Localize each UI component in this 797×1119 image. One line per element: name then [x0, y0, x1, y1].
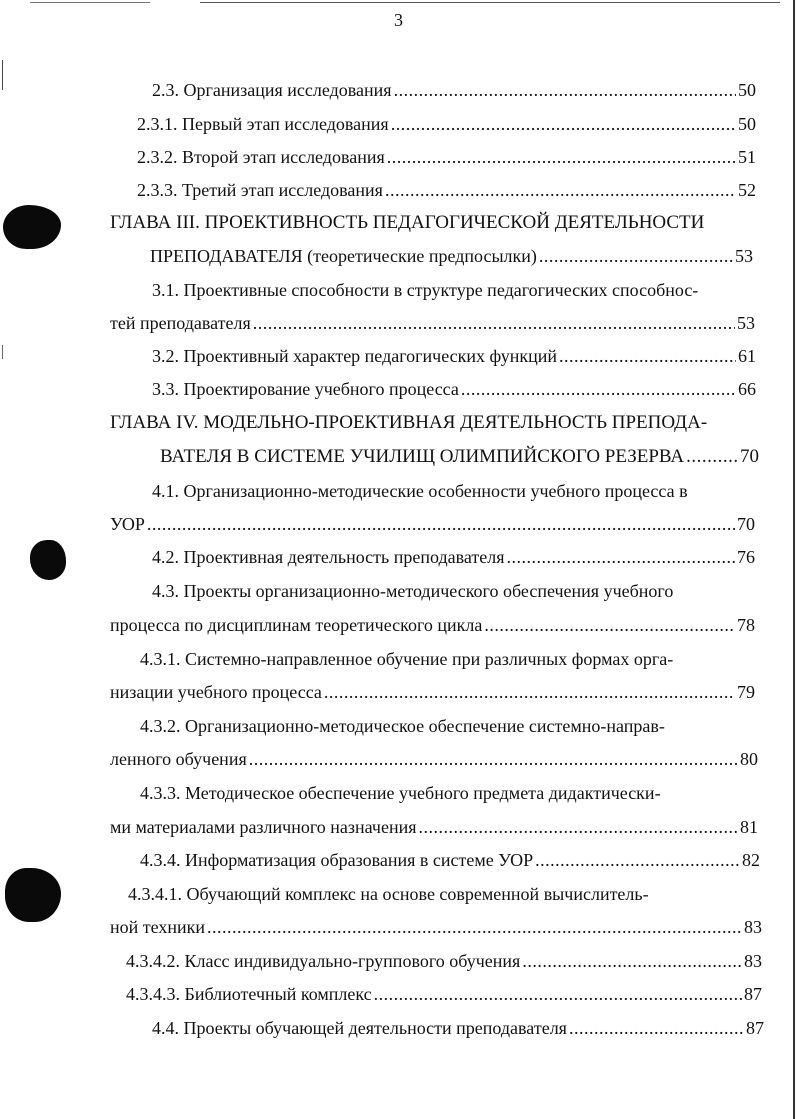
- toc-entry-4-3: [110, 614, 755, 636]
- toc-entry-title: ПРЕПОДАВАТЕЛЯ (теоретические предпосылки): [150, 246, 537, 266]
- toc-entry-title: ВАТЕЛЯ В СИСТЕМЕ УЧИЛИЩ ОЛИМПИЙСКОГО РЕЗЕРВА: [160, 446, 685, 467]
- leader-dots: [461, 378, 736, 400]
- toc-entry-title: ленного обучения: [110, 749, 247, 769]
- toc-entry-title: 4.3.4.2. Класс индивидуально-группового обучения: [126, 951, 521, 971]
- leader-dots: [535, 849, 740, 871]
- toc-entry-page: 52: [738, 180, 756, 200]
- leader-dots: [559, 345, 736, 367]
- leader-dots: [394, 79, 736, 101]
- binding-hole-top: [3, 205, 61, 249]
- toc-entry-4-3-2-line1: 4.3.2. Организационно-методическое обеспечение системно-направ-: [140, 716, 665, 736]
- leader-dots: [522, 950, 742, 972]
- page-number: 3: [394, 10, 403, 30]
- binding-hole-bottom: [5, 868, 61, 922]
- toc-entry-title: 2.3. Организация исследования: [152, 80, 392, 100]
- toc-entry-title: процесса по дисциплинам теоретического цикла: [110, 615, 483, 635]
- leader-dots: [391, 113, 736, 135]
- toc-entry-page: 61: [738, 346, 756, 366]
- toc-entry-title: 2.3.3. Третий этап исследования: [137, 180, 383, 200]
- toc-entry-page: 78: [737, 615, 755, 635]
- toc-entry-3-3: [152, 378, 756, 400]
- toc-entry-title: тей преподавателя: [110, 313, 251, 333]
- toc-entry-4-3-4-2: [126, 950, 762, 972]
- scan-edge-left: [2, 60, 3, 90]
- scan-edge-right: [793, 0, 795, 1119]
- toc-entry-title: 4.3.4.3. Библиотечный комплекс: [126, 984, 372, 1004]
- toc-entry-page: 87: [746, 1018, 764, 1038]
- toc-entry-page: 51: [738, 147, 756, 167]
- toc-entry-page: 53: [735, 246, 753, 266]
- binding-hole-middle: [30, 540, 66, 580]
- toc-entry-page: 50: [738, 80, 756, 100]
- scan-edge-top-left: [30, 2, 150, 3]
- chapter-3-heading: ГЛАВА III. ПРОЕКТИВНОСТЬ ПЕДАГОГИЧЕСКОЙ ДЕЯТЕЛЬНОСТИ: [110, 212, 705, 233]
- toc-entry-4-3-1: [110, 681, 755, 703]
- leader-dots: [324, 681, 735, 703]
- toc-entry-4-3-4-1: [110, 916, 762, 938]
- toc-entry-title: 4.2. Проективная деятельность преподавателя: [152, 547, 505, 567]
- toc-entry-page: 87: [744, 984, 762, 1004]
- toc-entry-4-3-line1: 4.3. Проекты организационно-методического обеспечения учебного: [152, 581, 674, 601]
- toc-entry-3-1-line1: 3.1. Проективные способности в структуре педагогических способнос-: [152, 280, 699, 300]
- toc-entry-page: 83: [744, 917, 762, 937]
- toc-entry-4-3-2: [110, 748, 758, 770]
- toc-entry-title: низации учебного процесса: [110, 682, 322, 702]
- toc-entry-title: УОР: [110, 514, 145, 534]
- leader-dots: [147, 513, 735, 535]
- leader-dots: [507, 546, 735, 568]
- toc-entry-title: 4.3.4. Информатизация образования в системе УОР: [140, 850, 534, 870]
- toc-entry-4-3-3-line1: 4.3.3. Методическое обеспечение учебного предмета дидактически-: [140, 783, 661, 803]
- toc-entry-title: ной техники: [110, 917, 206, 937]
- toc-entry-page: 80: [740, 749, 758, 769]
- toc-entry-title: 3.2. Проективный характер педагогических функций: [152, 346, 558, 366]
- toc-entry-page: 76: [737, 547, 755, 567]
- toc-entry-title: 4.4. Проекты обучающей деятельности преподавателя: [152, 1018, 567, 1038]
- toc-entry-2-3-3: [137, 179, 756, 201]
- toc-entry-2-3: [152, 79, 756, 101]
- leader-dots: [385, 179, 736, 201]
- toc-entry-title: 2.3.2. Второй этап исследования: [137, 147, 385, 167]
- toc-entry-title: 3.3. Проектирование учебного процесса: [152, 379, 459, 399]
- leader-dots: [207, 916, 742, 938]
- toc-entry-page: 81: [740, 817, 758, 837]
- toc-entry-page: 70: [737, 514, 755, 534]
- scan-edge-top: [200, 2, 780, 3]
- leader-dots: [484, 614, 735, 636]
- toc-entry-title: ми материалами различного назначения: [110, 817, 417, 837]
- toc-entry-chapter-3: [150, 245, 753, 267]
- toc-entry-page: 79: [737, 682, 755, 702]
- toc-entry-4-3-4: [140, 849, 760, 871]
- scan-edge-left-lower: [2, 345, 3, 359]
- leader-dots: [249, 748, 738, 770]
- leader-dots: [569, 1017, 744, 1039]
- toc-entry-4-3-1-line1: 4.3.1. Системно-направленное обучение при различных формах орга-: [140, 649, 674, 669]
- toc-entry-4-3-4-1-line1: 4.3.4.1. Обучающий комплекс на основе современной вычислитель-: [128, 884, 649, 904]
- chapter-4-heading: ГЛАВА IV. МОДЕЛЬНО-ПРОЕКТИВНАЯ ДЕЯТЕЛЬНОСТЬ ПРЕПОДА-: [110, 412, 708, 433]
- leader-dots: [419, 816, 738, 838]
- toc-entry-title: 2.3.1. Первый этап исследования: [137, 114, 389, 134]
- leader-dots: [387, 146, 736, 168]
- leader-dots: [686, 446, 738, 468]
- toc-entry-page: 50: [738, 114, 756, 134]
- toc-entry-3-2: [152, 345, 756, 367]
- toc-entry-4-3-3: [110, 816, 758, 838]
- leader-dots: [374, 983, 742, 1005]
- leader-dots: [253, 312, 735, 334]
- toc-entry-2-3-1: [137, 113, 756, 135]
- toc-entry-4-1: [110, 513, 755, 535]
- toc-entry-page: 53: [737, 313, 755, 333]
- toc-entry-page: 83: [744, 951, 762, 971]
- toc-entry-4-2: [152, 546, 755, 568]
- toc-entry-chapter-4: [160, 446, 759, 468]
- toc-entry-4-3-4-3: [126, 983, 762, 1005]
- toc-entry-page: 82: [742, 850, 760, 870]
- toc-entry-4-4: [152, 1017, 764, 1039]
- toc-entry-4-1-line1: 4.1. Организационно-методические особенности учебного процесса в: [152, 481, 688, 501]
- leader-dots: [539, 245, 733, 267]
- toc-entry-2-3-2: [137, 146, 756, 168]
- toc-entry-page: 70: [740, 446, 759, 467]
- toc-entry-page: 66: [738, 379, 756, 399]
- toc-entry-3-1: [110, 312, 755, 334]
